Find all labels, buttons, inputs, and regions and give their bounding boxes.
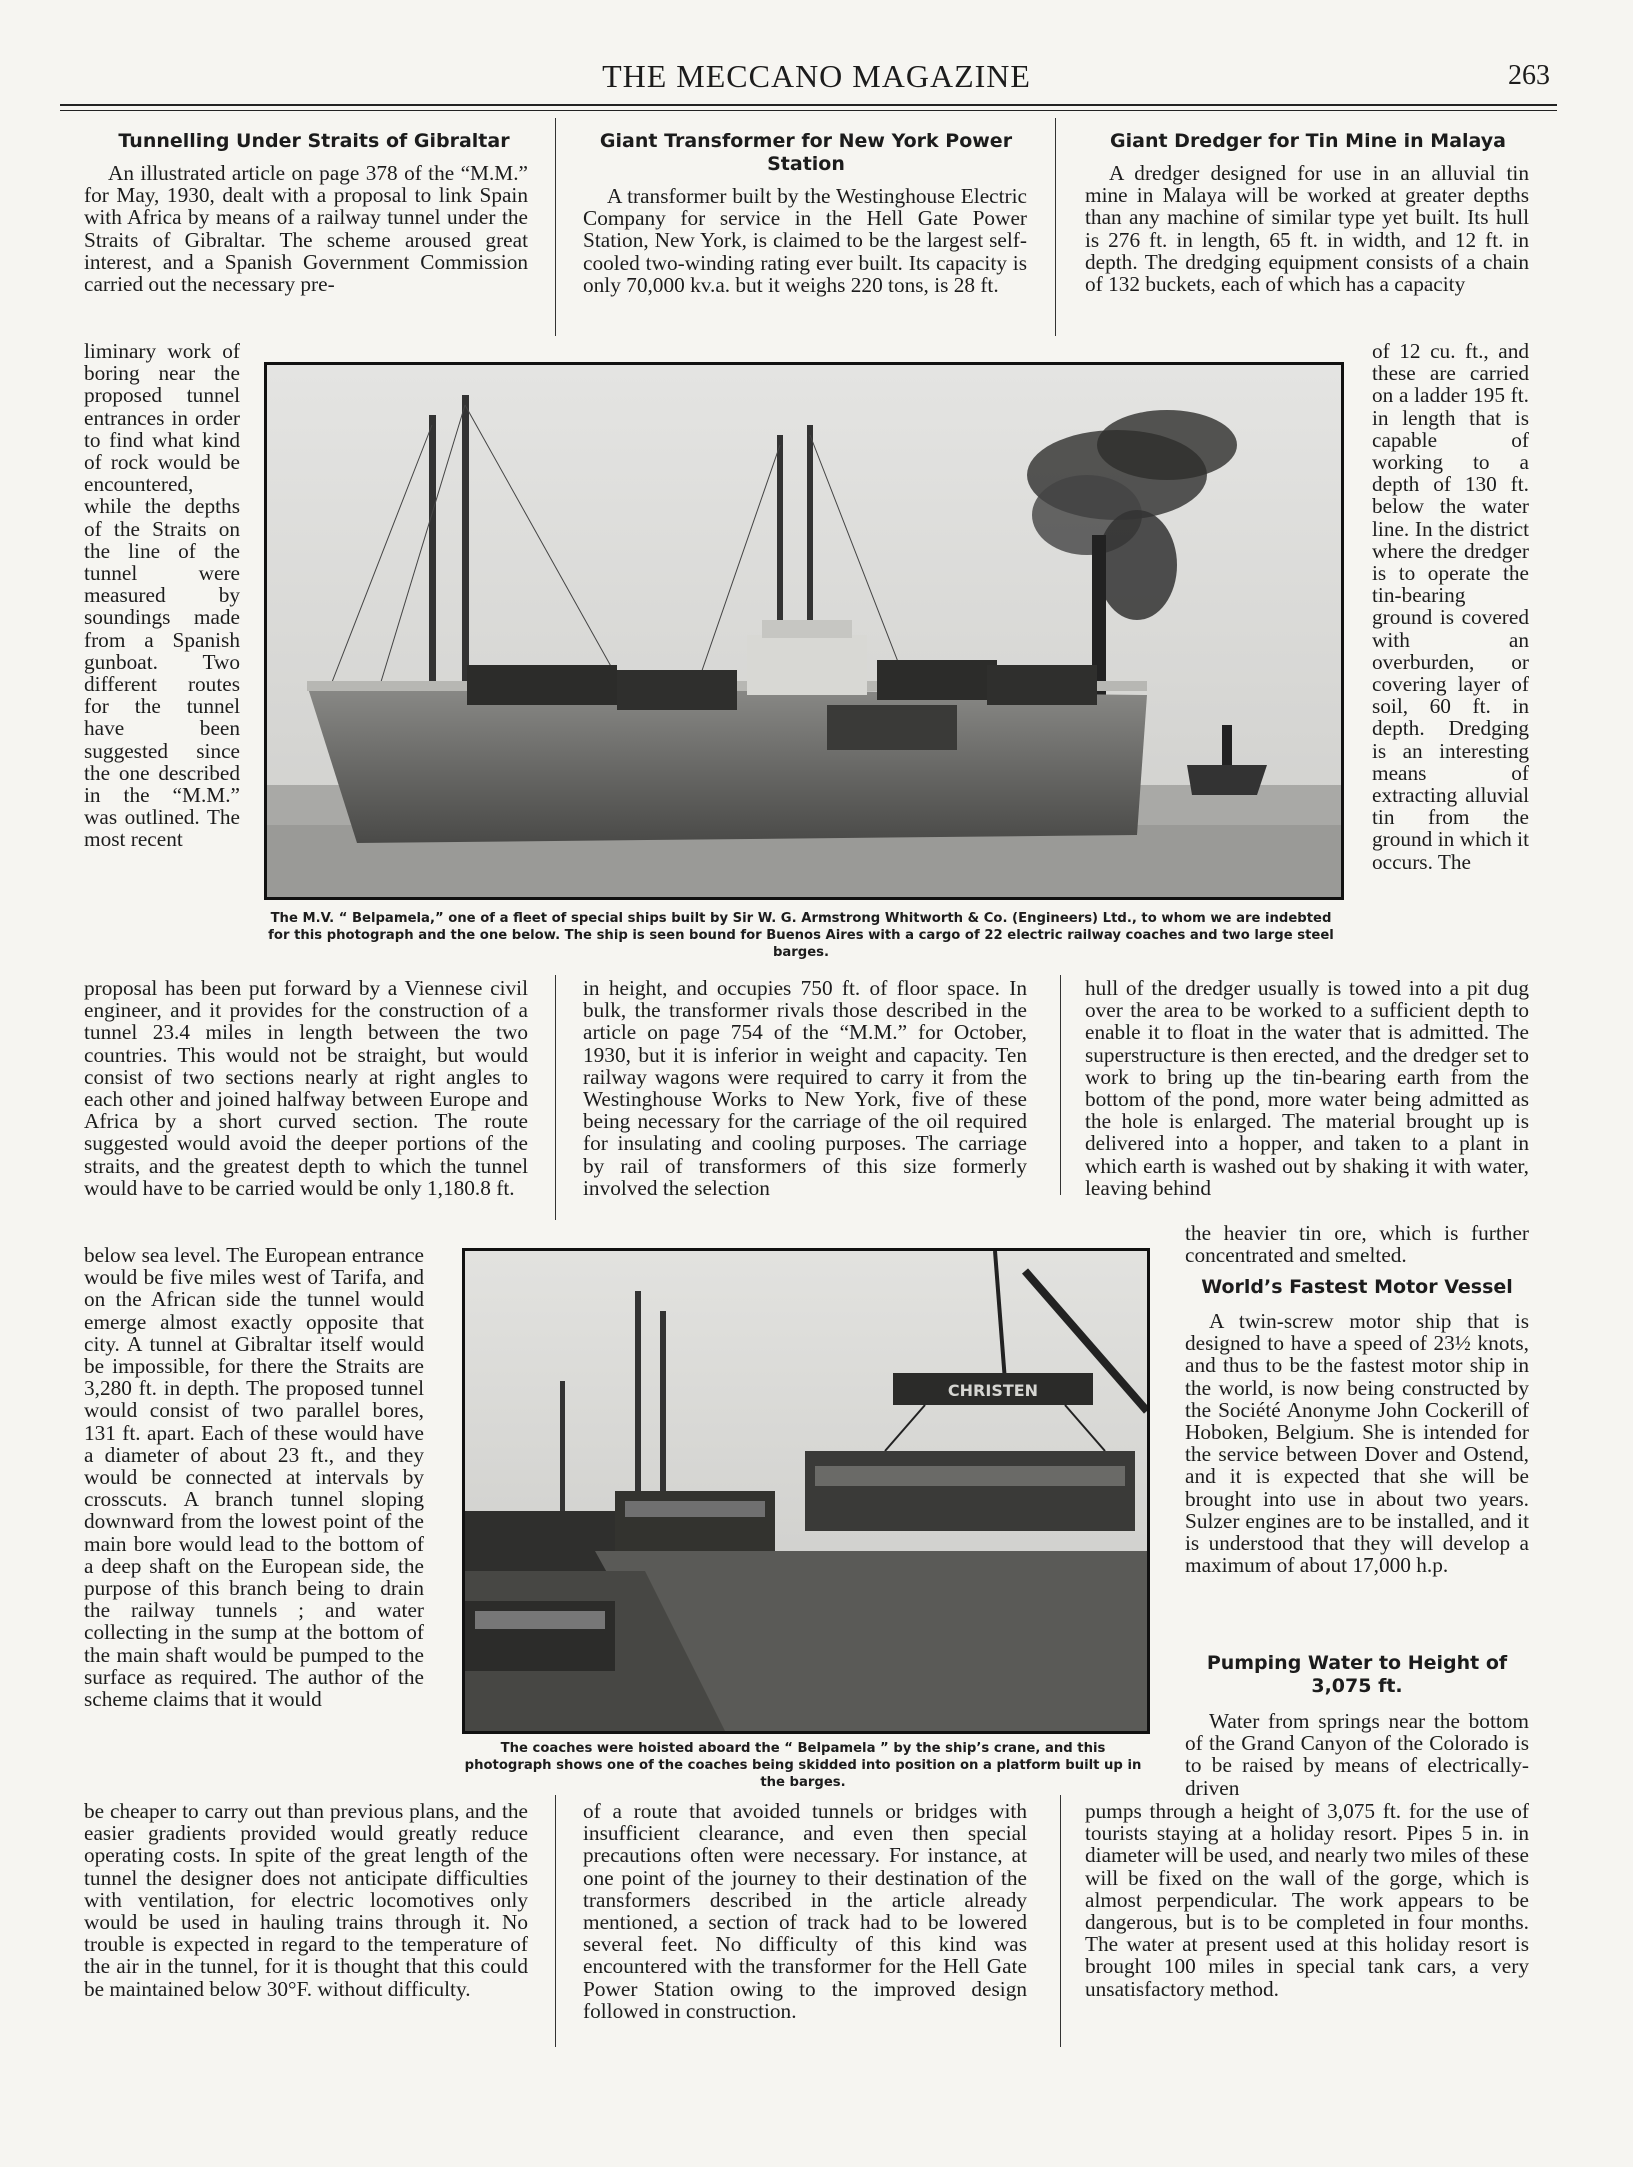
transformer-paragraph: in height, and occupies 750 ft. of floor space. In bulk, the transformer rivals those described in the article on page 754 of the “M.M.” for October, 1930, but it is inferior in weight and capacity. Ten railway wagons were required to carry it from the Westinghouse Works to New York, five of these being necessary for the carriage of the oil required for insulating and cooling purposes. The carriage by rail of transformers of this size formerly involved the selection <box>583 977 1027 1200</box>
belpamela-photo-caption: The M.V. “ Belpamela,” one of a fleet of special ships built by Sir W. G. Armstrong Whitworth & Co. (Engineers) Ltd., to whom we are indebted for this photograph and the one below. The ship is seen bound for Buenos Aires with a cargo of 22 electric railway coaches and two large steel barges. <box>268 911 1334 960</box>
page-number: 263 <box>1508 60 1550 91</box>
column-divider <box>1055 118 1056 336</box>
pumping-paragraph: Water from springs near the bottom of the Grand Canyon of the Colorado is to be raised by means of electrically-driven <box>1185 1710 1529 1800</box>
dredger-paragraph-end: the heavier tin ore, which is further concentrated and smelted. <box>1185 1222 1529 1266</box>
column-divider <box>555 118 556 336</box>
header-rule <box>60 104 1557 106</box>
dredger-paragraph: A dredger designed for use in an alluvial tin mine in Malaya will be worked at greater depths than any machine of similar type yet built. Its hull is 276 ft. in length, 65 ft. in width, and 12 ft. in depth. The dredging equipment consists of a chain of 132 buckets, each of which has a capacity <box>1085 162 1529 297</box>
column-divider <box>555 975 556 1220</box>
gibraltar-paragraph-narrow: liminary work of boring near the proposed tunnel entrances in order to find what kind of rock would be encountered, while the depths of the Straits on the line of the tunnel were measured by soundings made from a Spanish gunboat. Two different routes for the tunnel have been suggested since the one described in the “M.M.” was outlined. The most recent <box>84 340 240 852</box>
transformer-paragraph: of a route that avoided tunnels or bridges with insufficient clearance, and even then special precautions often were necessary. For instance, at one point of the journey to their destination of the transformers described in the article already mentioned, a section of track had to be lowered several feet. No difficulty of this kind was encountered with the transformer for the Hell Gate Power Station owing to the improved design followed in construction. <box>583 1800 1027 2023</box>
column-divider <box>555 1795 556 2047</box>
article-heading-transformer: Giant Transformer for New York Power Station <box>599 130 1013 175</box>
article-heading-gibraltar: Tunnelling Under Straits of Gibraltar <box>118 130 510 152</box>
crane-sign-text: CHRISTEN <box>947 1381 1039 1400</box>
column-divider <box>1060 975 1061 1195</box>
article-heading-motor-vessel: World’s Fastest Motor Vessel <box>1201 1276 1513 1298</box>
pumping-paragraph: pumps through a height of 3,075 ft. for the use of tourists staying at a holiday resort. Pipes 5 in. in diameter will be used, and nearly two miles of these will be fixed on the wall of the gorge, which is almost perpendicular. The work appears to be dangerous, but is to be completed in four months. The water at present used at this holiday resort is brought 100 miles in special tank cars, a very unsatisfactory method. <box>1085 1800 1529 2001</box>
dredger-paragraph-narrow: of 12 cu. ft., and these are carried on a ladder 195 ft. in length that is capable of working to a depth of 130 ft. below the water line. In the district where the dredger is to operate the tin-bearing ground is covered with an overburden, or covering layer of soil, 60 ft. in depth. Dredging is an interesting means of extracting alluvial tin from the ground in which it occurs. The <box>1372 340 1529 874</box>
belpamela-ship-photo <box>264 362 1344 900</box>
gibraltar-paragraph: An illustrated article on page 378 of the “M.M.” for May, 1930, dealt with a proposal to link Spain with Africa by means of a railway tunnel under the Straits of Gibraltar. The scheme aroused great interest, and a Spanish Government Commission carried out the necessary pre- <box>84 162 528 297</box>
article-heading-pumping: Pumping Water to Height of 3,075 ft. <box>1206 1652 1508 1697</box>
column-divider <box>1060 1795 1061 2047</box>
dredger-paragraph: hull of the dredger usually is towed into a pit dug over the area to be worked to a sufficient depth to enable it to float in the water that is admitted. The superstructure is then erected, and the dredger set to work to bring up the tin-bearing earth from the bottom of the pond, more water being admitted as the hole is enlarged. The material brought up is delivered into a hopper, and taken to a plant in which earth is washed out by shaking it with water, leaving behind <box>1085 977 1529 1200</box>
magazine-title: THE MECCANO MAGAZINE <box>602 58 1031 94</box>
article-heading-dredger: Giant Dredger for Tin Mine in Malaya <box>1110 130 1506 152</box>
gibraltar-paragraph-narrow: below sea level. The European entrance would be five miles west of Tarifa, and on the African side the tunnel would emerge almost exactly opposite that city. A tunnel at Gibraltar itself would be impossible, for there the Straits are 3,280 ft. in depth. The proposed tunnel would consist of two parallel bores, 131 ft. apart. Each of these would have a diameter of about 23 ft., and they would be connected at intervals by crosscuts. A branch tunnel sloping downward from the lowest point of the main bore would lead to the bottom of a deep shaft on the European side, the purpose of this branch being to drain the railway tunnels ; and water collecting in the sump at the bottom of the main shaft would be pumped to the surface as required. The author of the scheme claims that it would <box>84 1244 424 1712</box>
coach-hoisting-photo <box>462 1248 1150 1734</box>
gibraltar-paragraph: proposal has been put forward by a Viennese civil engineer, and it provides for the construction of a tunnel 23.4 miles in length between the two countries. This would not be straight, but would consist of two sections nearly at right angles to each other and joined halfway between Europe and Africa by a short curved section. The route suggested would avoid the deeper portions of the straits, and the greatest depth to which the tunnel would have to be carried would be only 1,180.8 ft. <box>84 977 528 1200</box>
header-rule-thin <box>60 110 1557 111</box>
coach-photo-caption: The coaches were hoisted aboard the “ Belpamela ” by the ship’s crane, and this photograph shows one of the coaches being skidded into position on a platform built up in the barges. <box>464 1741 1142 1790</box>
transformer-paragraph: A transformer built by the Westinghouse Electric Company for service in the Hell Gate Power Station, New York, is claimed to be the largest self-cooled two-winding rating ever built. Its capacity is only 70,000 kv.a. but it weighs 220 tons, is 28 ft. <box>583 185 1027 297</box>
gibraltar-paragraph: be cheaper to carry out than previous plans, and the easier gradients provided would greatly reduce operating costs. In spite of the great length of the tunnel the designer does not anticipate difficulties with ventilation, for electric locomotives only would be used in hauling trains through it. No trouble is expected in regard to the temperature of the air in the tunnel, for it is thought that this could be maintained below 30°F. without difficulty. <box>84 1800 528 2001</box>
motor-vessel-paragraph: A twin-screw motor ship that is designed to have a speed of 23½ knots, and thus to be the fastest motor ship in the world, is now being constructed by the Société Anonyme John Cockerill of Hoboken, Belgium. She is intended for the service between Dover and Ostend, and it is expected that she will be brought into use in about two years. Sulzer engines are to be installed, and it is understood that they will develop a maximum of about 17,000 h.p. <box>1185 1310 1529 1578</box>
